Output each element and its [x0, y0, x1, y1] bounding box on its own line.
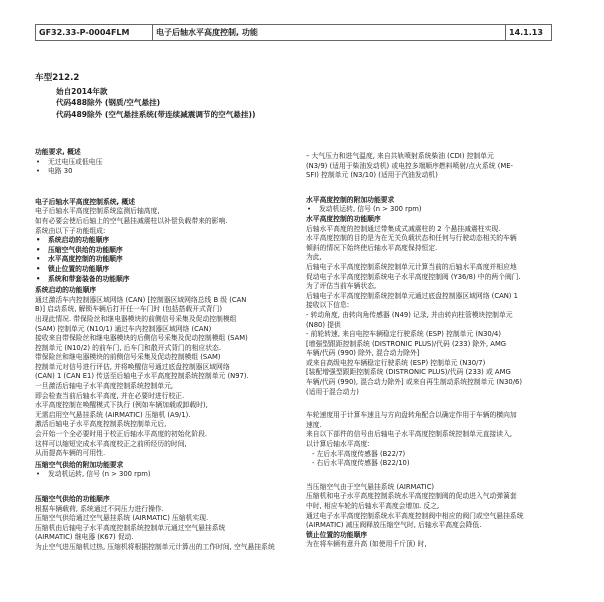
paragraph-line: (SAM) 控制单元 (N10/1) 通过车内控制器区域网络 (CAN): [35, 324, 212, 333]
paragraph-line: 为了评估当前车辆状态,: [306, 282, 377, 291]
document-date: 14.1.13: [509, 28, 543, 37]
paragraph-line: 促动电子水平高度控制系统电子水平高度控制阀 (Y36/8) 中的两个阀门.: [306, 272, 521, 281]
paragraph-line: 通过激活车内控制器区域网络 (CAN) [控制器区域网络总线 B 级 (CAN: [35, 295, 247, 304]
section-heading: 压缩空气供给的附加功能要求: [35, 460, 124, 469]
paragraph-line: 车轮速度用于计算车速且与方向盘转角配合以确定作用于车辆的横向加: [306, 411, 517, 420]
paragraph-line: (AIRMATIC) 减压阀释放压缩空气时, 后轴水平高度会降低.: [306, 521, 482, 530]
paragraph-line: 为在将车辆有意升高 (如使用千斤顶) 时,: [306, 540, 427, 549]
paragraph-line: 无需启用空气悬挂系统 (AIRMATIC) 压缩机 (A9/1).: [35, 410, 191, 419]
section-heading: 水平高度控制的附加功能要求: [306, 195, 395, 204]
paragraph-line: (CAN) 1 (CAN E1) 传送至后轴电子水平高度控制系统控制单元 (N97).: [35, 372, 249, 381]
paragraph-line: - 右后水平高度传感器 (B22/10): [312, 459, 410, 468]
bullet-item: • 锁止位置的功能顺序: [35, 265, 303, 275]
paragraph-line: 从而提高车辆的可用性.: [35, 449, 106, 458]
document-header: [35, 24, 552, 41]
bullet-item: • 发动机运转, 信号 (n > 300 rpm): [306, 205, 574, 215]
paragraph-line: 车辆/代码 (990), 混合动力除外] 或来自再生制动系统控制单元 (N30/6): [306, 378, 522, 387]
paragraph-line: 如有必要会使后后轴上的空气悬挂减震柱以补偿负载带来的影响.: [35, 216, 228, 225]
document-code: GF32.33-P-0004FLM: [36, 25, 153, 40]
paragraph-line: [装配增强型跟距控制系统 (DISTRONIC PLUS)/代码 (233) 或 AMG: [306, 368, 511, 377]
paragraph-line: 控制单元对信号进行评估, 并将唤醒信号通过底盘控制器区域网络: [35, 362, 230, 371]
paragraph-line: 后轴电子水平高度控制系统控制单元通过底盘控制器区域网络 (CAN) 1: [306, 291, 518, 300]
paragraph-line: (适用于混合动力): [306, 387, 359, 396]
paragraph-line: (N3/9) (适用于柴油发动机) 或电控多端顺序燃料喷射/点火系统 (ME-: [306, 161, 513, 170]
paragraph-line: 水平高度控制在唤醒模式下执行 (例如车辆加载或卸载时),: [35, 401, 208, 410]
paragraph-line: - 转动角度, 由转向角传感器 (N49) 记录, 并由转向柱管模块控制单元: [306, 310, 513, 319]
section-heading: 压缩空气供给的功能顺序: [35, 495, 110, 503]
paragraph-line: 激活后轴电子水平高度控制系统控制单元后,: [35, 420, 167, 429]
paragraph-line: 为此,: [306, 253, 322, 262]
paragraph-line: - 前轮转速, 来自电控车辆稳定行驶系统 (ESP) 控制单元 (N30/4): [306, 330, 502, 339]
section-heading: 电子后轴水平高度控制系统, 概述: [35, 197, 136, 206]
model-line: 代码489除外 (空气悬挂系统(带连续减震调节的空气悬挂)): [56, 109, 256, 119]
paragraph-line: 一旦激活后轴电子水平高度控制系统控制单元,: [35, 382, 174, 391]
paragraph-line: 水平高度控制的目的是为在无关负载状态和任何与行驶动态相关的车辆: [306, 234, 517, 243]
section-heading: 水平高度控制的功能顺序: [306, 214, 381, 223]
paragraph-line: - 左后水平高度传感器 (B22/7): [312, 449, 406, 458]
document-title: 电子后轴水平高度控制, 功能: [153, 25, 506, 40]
left-column: [35, 148, 303, 553]
paragraph-line: 来自以下部件的信号由后轴电子水平高度控制系统控制单元直接读入,: [306, 430, 513, 439]
paragraph-line: (AIRMATIC) 继电器 (K67) 促动.: [35, 533, 134, 542]
section-heading: 系统启动的功能顺序: [35, 286, 97, 295]
bullet-item: • 系统和带套装备的功能顺序: [35, 275, 303, 285]
bullet-item: • 电路 30: [35, 167, 303, 177]
paragraph-line: 压缩空气供给通过空气悬挂系统 (AIRMATIC) 压缩机实现.: [35, 514, 209, 523]
model-title: 车型212.2: [35, 73, 80, 83]
section-heading: 锁止位置的功能顺序: [306, 530, 368, 539]
model-line: 代码488除外 (钢质/空气悬挂): [56, 98, 161, 108]
paragraph-line: 带保险丝和继电器模块的前侧信号采集及促动控制模组 (SAM): [35, 353, 221, 362]
paragraph-line: 接收来自带保险丝和继电器模块的后侧信号采集及促动控制模组 (SAM): [35, 334, 248, 343]
paragraph-line: 中时, 相应车轮的后轴水平高度会增加. 反之,: [306, 502, 440, 510]
paragraph-line: 出现此情况. 带保险丝和继电器模块的前侧信号采集及促动控制模组: [35, 314, 237, 323]
paragraph-line: 为止空气进压缩机过热, 压缩机将根据控制单元计算出的工作时间, 空气悬挂系统: [35, 542, 275, 551]
right-column: [306, 152, 574, 550]
model-block: [35, 73, 255, 120]
bullet-item: • 水平高度控制的功能顺序: [35, 255, 303, 265]
paragraph-line: 后轴电子水平高度控制系统控制单元计算当前的后轴水平高度并相应地: [306, 262, 517, 271]
paragraph-line: 车辆/代码 (990) 除外, 混合动力除外]: [306, 349, 420, 358]
paragraph-line: 系统由以下子功能组成:: [35, 226, 106, 235]
paragraph-line: 控制单元 (N10/2) 的前车门, 后车门和散开式背门的相应状态.: [35, 343, 221, 352]
paragraph-line: 这样可以缩短完成水平高度校正之前所经历的时间,: [35, 439, 187, 448]
paragraph-line: – 大气压力和进气温度, 来自共轨喷射系统柴油 (CDI) 控制单元: [306, 152, 494, 160]
paragraph-line: SFI) 控制单元 (N3/10) (适用于汽油发动机): [306, 171, 438, 180]
paragraph-line: 以计算后轴水平高度:: [306, 440, 370, 449]
paragraph-line: [增强型跟距控制系统 (DISTRONIC PLUS)/代码 (233) 除外, AMG: [306, 339, 507, 348]
paragraph-line: 压缩机和电子水平高度控制系统水平高度控制阀的促动进入气动弹簧套: [306, 492, 517, 501]
paragraph-line: 电子后轴水平高度控制系统监测后轴高度,: [35, 207, 160, 216]
section-heading: 功能要求, 概述: [35, 148, 81, 156]
bullet-item: • 无过电压或低电压: [35, 158, 303, 168]
paragraph-line: 倾斜的情况下始终使后轴水平高度保持恒定.: [306, 243, 438, 252]
paragraph-line: 速度.: [306, 420, 322, 429]
paragraph-line: 通过电子水平高度控制系统水平高度控制阀中相应的阀门或空气悬挂系统: [306, 511, 524, 520]
paragraph-line: 会开始一个全必要时用于校正后轴水平高度的初始化阶段.: [35, 430, 208, 439]
model-line: 始自2014年款: [56, 86, 108, 96]
paragraph-line: 或来自高级电控车辆稳定行驶系统 (ESP) 控制单元 (N30/7): [306, 358, 486, 367]
paragraph-line: (N80) 提供: [306, 320, 341, 329]
paragraph-line: 当压缩空气由于空气悬挂系统 (AIRMATIC): [306, 482, 435, 491]
paragraph-line: 根据车辆载荷, 系统通过不同压力进行操作.: [35, 504, 164, 513]
bullet-item: • 发动机运转, 信号 (n > 300 rpm): [35, 470, 303, 480]
paragraph-line: B)] 启动系统, 解锁车辆后打开任一车门时 (包括搭载开式背门): [35, 305, 223, 314]
bullet-item: • 压缩空气供给的功能顺序: [35, 246, 303, 256]
paragraph-line: 后轴水平高度的控制通过带集成式减震柱的 2 个悬挂减震柱实现.: [306, 224, 501, 233]
paragraph-line: 即会检查当前后轴水平高度, 并在必要时进行校正.: [35, 391, 185, 400]
paragraph-line: 接收以下信息:: [306, 301, 350, 310]
bullet-item: • 系统启动的功能顺序: [35, 236, 303, 246]
paragraph-line: 压缩机由后轴电子水平高度控制系统控制单元通过空气悬挂系统: [35, 523, 226, 532]
